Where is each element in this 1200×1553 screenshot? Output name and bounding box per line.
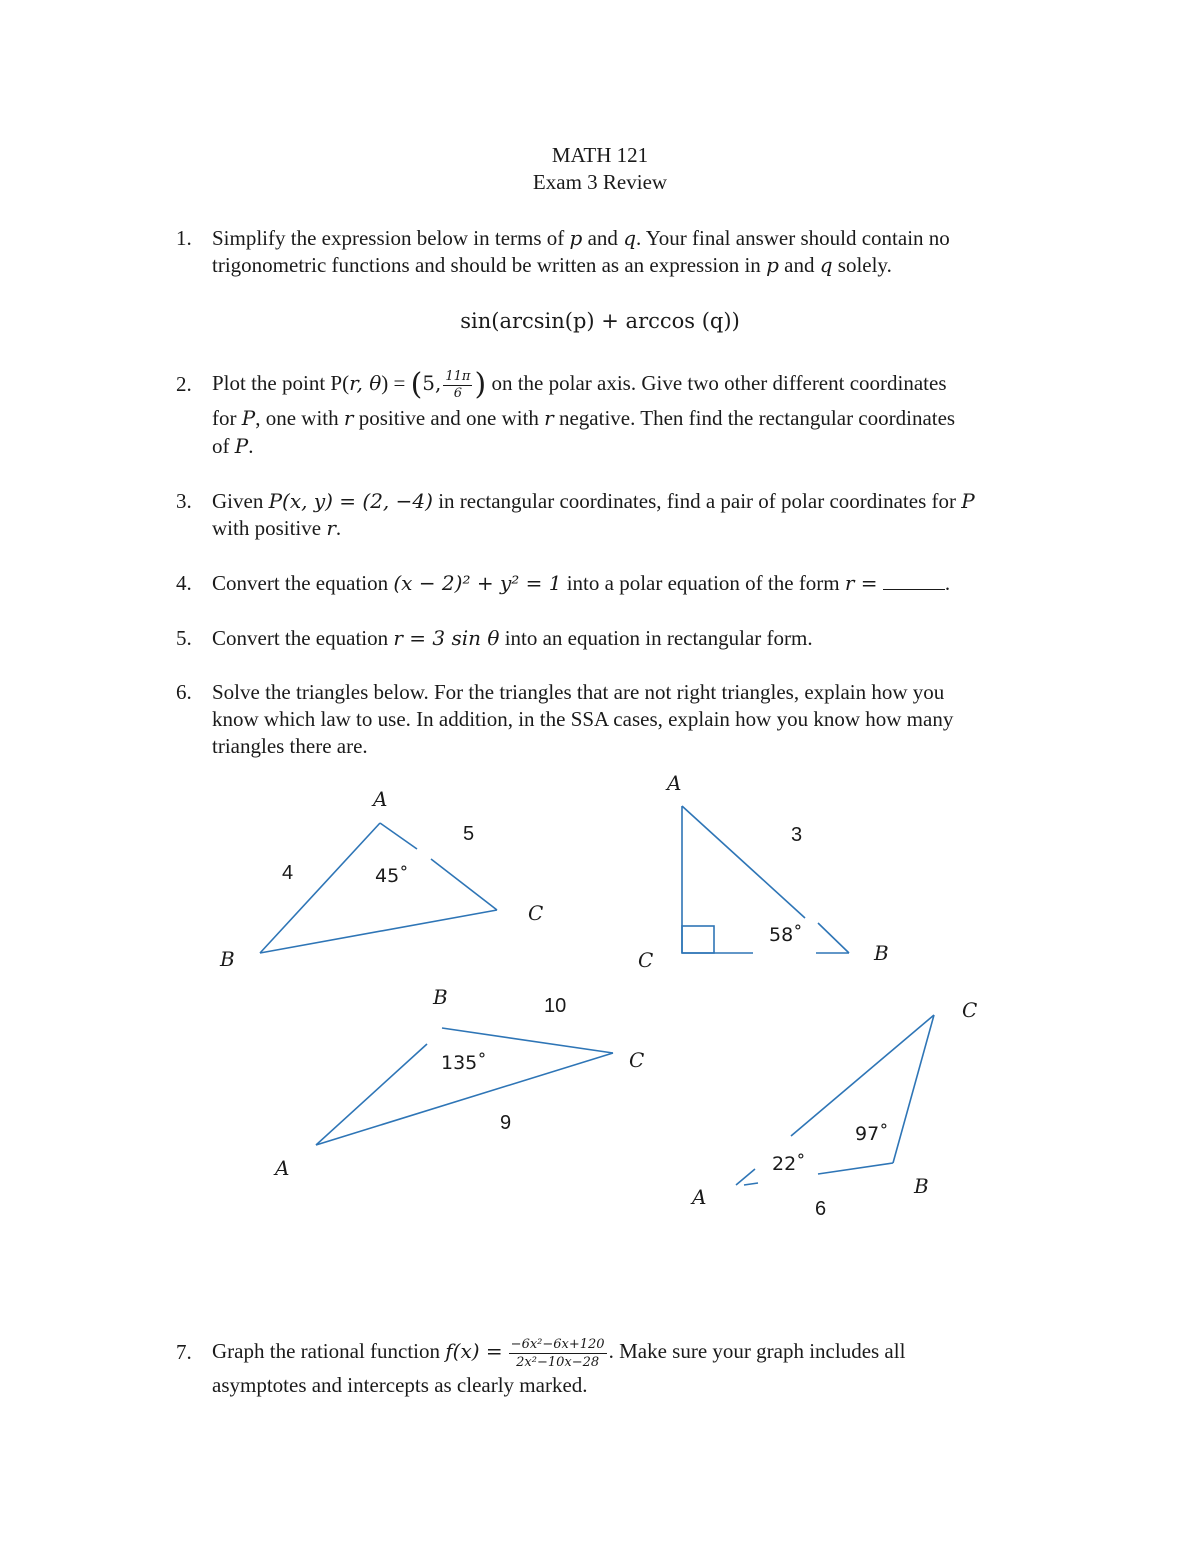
problem-3-line-2: with positive r. [212, 516, 342, 540]
problem-number: 2. [176, 372, 192, 396]
triangle-2-angle-label: 58˚ [769, 924, 803, 946]
triangle-1-vertex-b: B [220, 947, 235, 971]
rational-function-fraction: $\frac{\text{−6x²−6x+120}}{\text{2x²−10x−28}}$ [510, 1336, 605, 1370]
problem-1-equation: sin(arcsin(p) + arccos (q)) [460, 309, 740, 333]
problem-1-line-2: trigonometric functions and should be written as an expression in p and q solely. [212, 253, 892, 277]
problem-2-line-1: Plot the point P(r, θ) = (5, $\frac{11\pi}{6}$ ) on the polar axis. Give two other different coordinates [212, 367, 947, 403]
triangle-3-vertex-b: B [433, 985, 448, 1009]
triangle-3-side-label-bc: 10 [544, 995, 567, 1017]
triangle-4-angle-b-label: 97˚ [855, 1123, 889, 1145]
problem-6-line-2: know which law to use. In addition, in the SSA cases, explain how you know how many [212, 707, 954, 731]
triangle-4-side-label-ab: 6 [815, 1198, 827, 1220]
problem-6-line-1: Solve the triangles below. For the triangles that are not right triangles, explain how you [212, 680, 945, 704]
right-angle-marker [682, 926, 714, 953]
problem-3-line-1: Given P(x, y) = (2, −4) in rectangular coordinates, find a pair of polar coordinates for P [212, 489, 975, 513]
triangle-1-side-ba [260, 823, 380, 953]
triangle-2 [682, 806, 849, 953]
problem-2-line-3: of P. [212, 434, 254, 458]
problem-6-line-3: triangles there are. [212, 734, 368, 758]
triangle-4-vertex-b: B [914, 1174, 929, 1198]
triangle-1-angle-label: 45˚ [375, 865, 409, 887]
problem-number: 7. [176, 1340, 192, 1364]
triangle-4-vertex-c: C [962, 998, 978, 1022]
problem-number: 3. [176, 489, 192, 513]
triangle-3-vertex-c: C [629, 1048, 645, 1072]
triangle-3-side-label-ac: 9 [500, 1112, 512, 1134]
problem-number: 6. [176, 680, 192, 704]
triangle-4 [736, 1015, 934, 1185]
triangle-1-side-bc [260, 910, 497, 953]
triangle-1-vertex-a: A [373, 787, 388, 811]
triangle-1-vertex-c: C [528, 901, 544, 925]
triangle-4-angle-a-label: 22˚ [772, 1153, 806, 1175]
triangle-2-vertex-a: A [667, 771, 682, 795]
problem-4-line-1: Convert the equation (x − 2)² + y² = 1 into a polar equation of the form r = . [212, 571, 951, 595]
triangle-4-side-ac-stub [736, 1169, 755, 1185]
problem-5-line-1: Convert the equation r = 3 sin θ into an equation in rectangular form. [212, 626, 813, 650]
problem-2-line-2: for P, one with r positive and one with r negative. Then find the rectangular coordinates [212, 406, 956, 430]
triangle-1-side-ac-lower [431, 859, 497, 910]
triangle-3-side-ab [316, 1044, 427, 1145]
triangle-3 [316, 1028, 613, 1145]
problem-number: 4. [176, 571, 192, 595]
problem-number: 5. [176, 626, 192, 650]
triangle-4-side-ab [818, 1163, 893, 1174]
triangle-1 [260, 823, 497, 953]
problem-7-line-2: asymptotes and intercepts as clearly marked. [212, 1373, 588, 1397]
triangle-1-side-label-ba: 4 [282, 862, 294, 884]
fraction-11pi-over-6: $\frac{11\pi}{6}$ [445, 368, 471, 401]
triangle-2-side-ab-lower [818, 923, 849, 953]
triangle-4-side-cb [893, 1015, 934, 1163]
triangle-3-side-bc [442, 1028, 613, 1053]
triangle-2-vertex-c: C [638, 948, 654, 972]
triangle-2-side-ab-upper [682, 806, 805, 918]
triangle-2-side-label-ab: 3 [791, 824, 803, 846]
triangle-3-vertex-a: A [275, 1156, 290, 1180]
triangle-1-side-ac-upper [380, 823, 417, 849]
triangle-1-side-label-ac: 5 [463, 823, 475, 845]
problem-number: 1. [176, 226, 192, 250]
page-subtitle: Exam 3 Review [532, 170, 668, 194]
triangle-2-vertex-b: B [874, 941, 889, 965]
course-title: MATH 121 [551, 143, 649, 167]
triangle-3-angle-label: 135˚ [441, 1052, 487, 1074]
problem-7-line-1: Graph the rational function f(x) = $\frac{\text{−6x²−6x+120}}{\text{2x²−10x−28}}$ . Make sure your graph includes all [212, 1336, 906, 1370]
triangle-4-side-ab-stub [744, 1183, 758, 1185]
triangle-4-vertex-a: A [692, 1185, 707, 1209]
triangle-4-side-ac [791, 1015, 934, 1136]
problem-1-line-1: Simplify the expression below in terms of p and q. Your final answer should contain no [212, 226, 950, 250]
